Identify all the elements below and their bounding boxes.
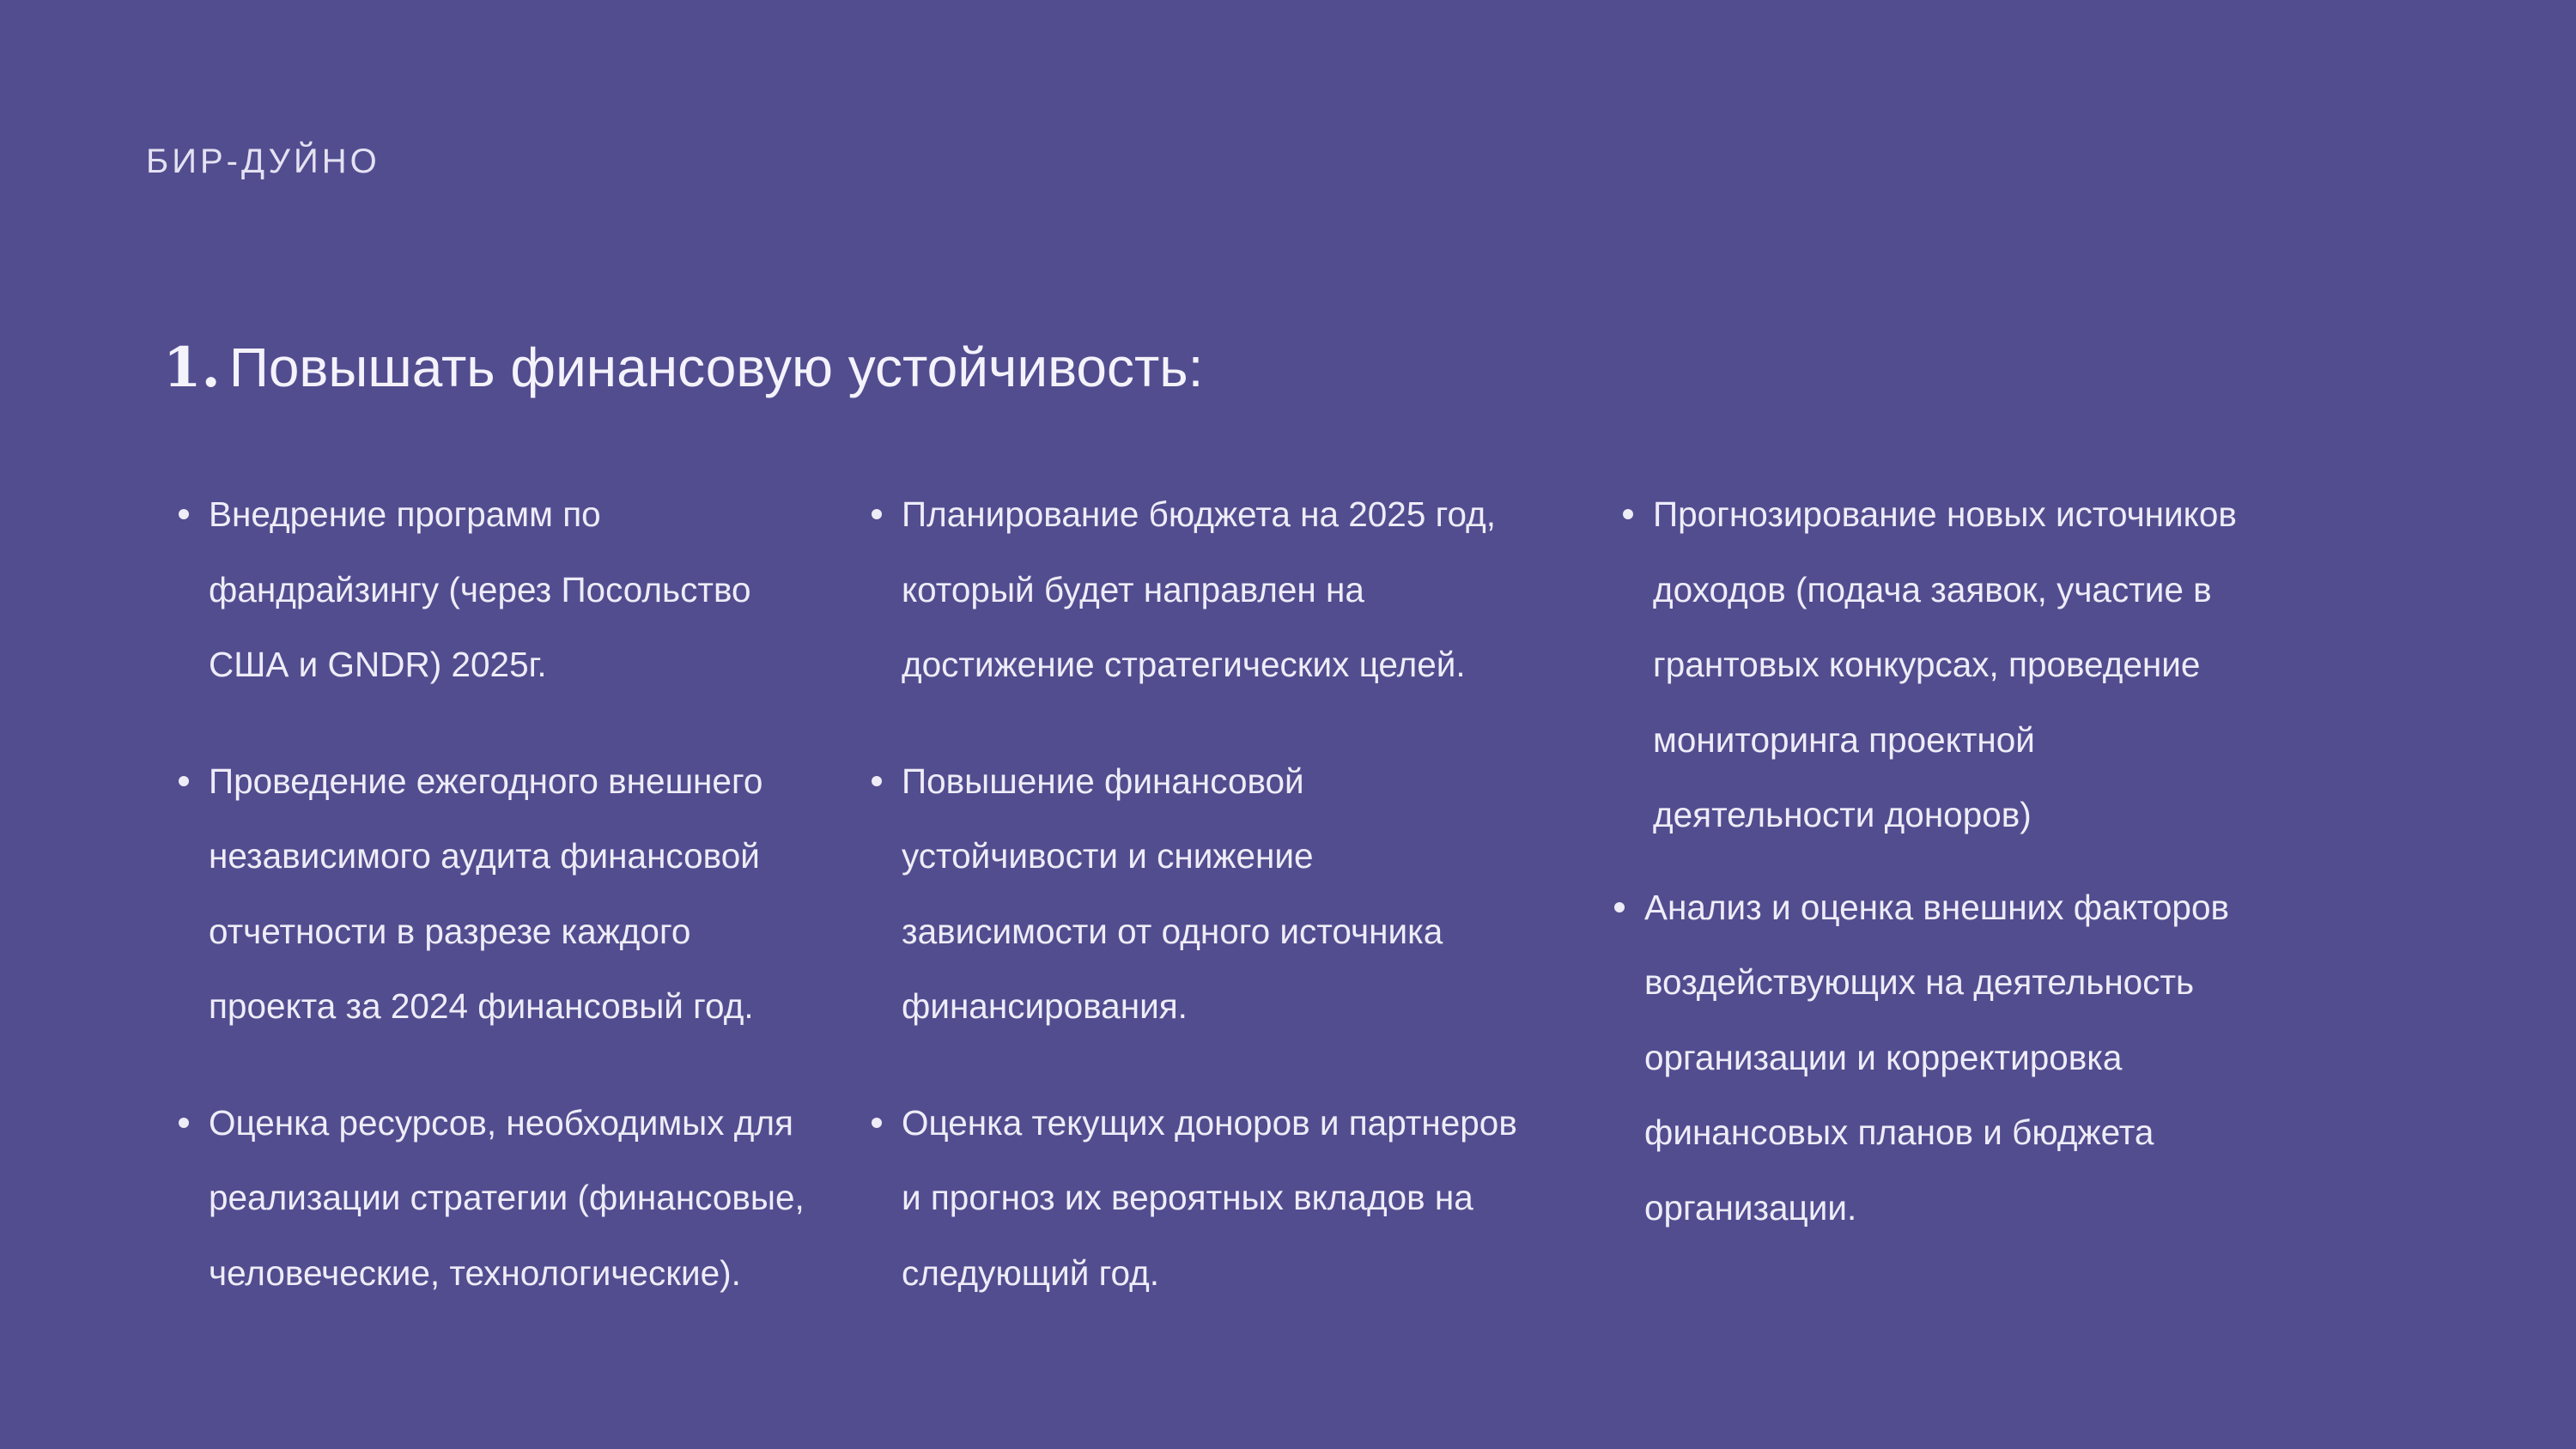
list-item-line: Оценка ресурсов, необходимых для xyxy=(209,1102,793,1143)
list-item-line: отчетности в разрезе каждого xyxy=(209,911,691,951)
list-item-line: Прогнозирование новых источников xyxy=(1653,494,2237,534)
list-item-line: Повышение финансовой xyxy=(902,761,1304,801)
list-item-line: достижение стратегических целей. xyxy=(902,645,1466,684)
list-item-line: Анализ и оценка внешних факторов xyxy=(1644,887,2229,927)
list-item-line: организации. xyxy=(1644,1187,1857,1228)
heading-number: 1. xyxy=(163,336,221,400)
list-item xyxy=(1644,870,2229,1246)
column-1 xyxy=(209,477,805,1311)
list-item-line: Оценка текущих доноров и партнеров xyxy=(902,1102,1517,1143)
list-item-line: Проведение ежегодного внешнего xyxy=(209,761,763,801)
heading-text: Повышать финансовую устойчивость: xyxy=(228,336,1204,398)
list-item-line: проекта за 2024 финансовый год. xyxy=(209,986,754,1026)
list-item-line: воздействующих на деятельность xyxy=(1644,962,2195,1002)
list-item-line: финансовых планов и бюджета xyxy=(1644,1113,2154,1152)
list-item-line: фандрайзингу (через Посольство xyxy=(209,569,751,609)
list-item xyxy=(902,1086,1517,1312)
list-item xyxy=(902,477,1517,703)
list-item-line: устойчивости и снижение xyxy=(902,836,1314,876)
list-item-line: Планирование бюджета на 2025 год, xyxy=(902,494,1497,534)
list-item-line: финансирования. xyxy=(902,986,1188,1026)
column-3 xyxy=(1644,477,2238,1246)
list-item-line: Внедрение программ по xyxy=(209,494,601,534)
list-item-line: независимого аудита финансовой xyxy=(209,836,760,876)
list-item-line: деятельности доноров) xyxy=(1653,795,2032,834)
list-item xyxy=(209,477,805,703)
list-item-line: и прогноз их вероятных вкладов на xyxy=(902,1178,1473,1217)
list-item-line: организации и корректировка xyxy=(1644,1037,2123,1077)
list-item-line: доходов (подача заявок, участие в xyxy=(1653,569,2212,609)
list-item xyxy=(209,1086,805,1312)
list-item xyxy=(1653,477,2238,853)
list-item-line: который будет направлен на xyxy=(902,569,1364,609)
list-item-line: реализации стратегии (финансовые, xyxy=(209,1178,805,1217)
page-title xyxy=(163,336,1204,400)
list-item-line: грантовых конкурсах, проведение xyxy=(1653,645,2201,684)
list-item-line: США и GNDR) 2025г. xyxy=(209,645,547,684)
brand-label: БИР-ДУЙНО xyxy=(146,142,380,180)
list-item-line: человеческие, технологические). xyxy=(209,1252,741,1293)
column-2 xyxy=(902,477,1517,1311)
list-item-line: зависимости от одного источника xyxy=(902,911,1443,951)
list-item-line: следующий год. xyxy=(902,1252,1159,1293)
list-item xyxy=(902,744,1517,1045)
list-item-line: мониторинга проектной xyxy=(1653,719,2035,760)
list-item xyxy=(209,744,805,1045)
